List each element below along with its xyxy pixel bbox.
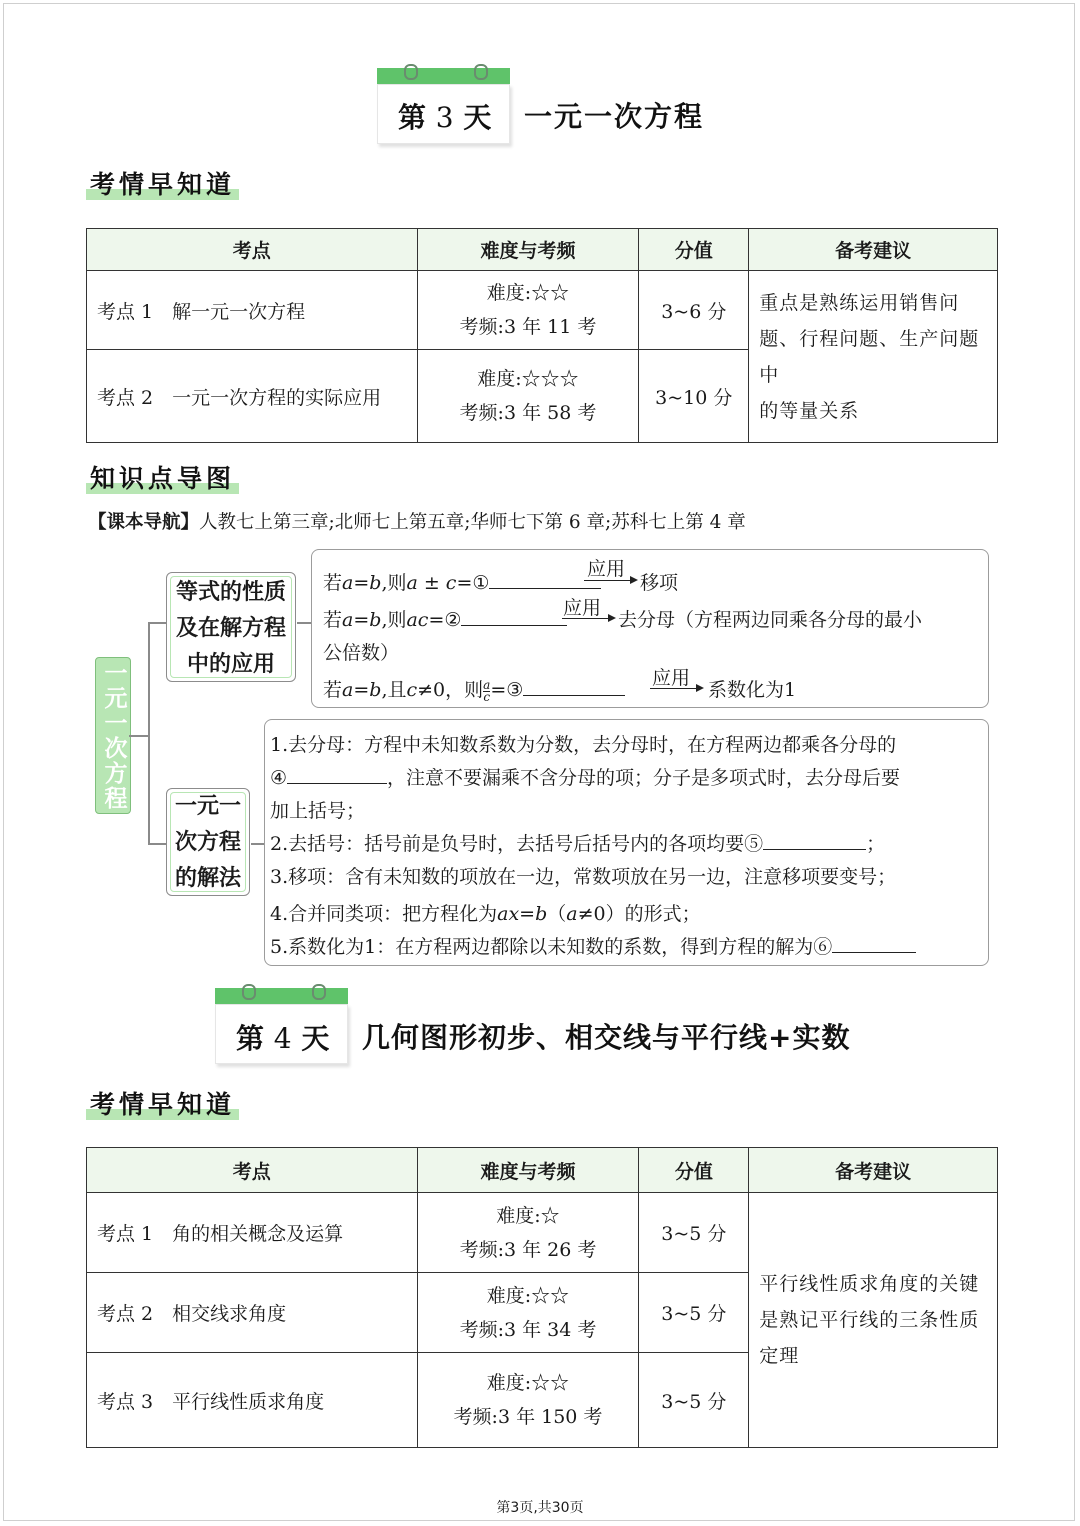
table-row	[87, 1193, 998, 1273]
blank-1[interactable]: ①	[472, 572, 601, 594]
property-1: 若a=b,则a ± c=①	[323, 568, 601, 595]
table-header: 分值	[639, 229, 749, 271]
advice-cell	[749, 271, 998, 443]
step-1-end: 加上括号；	[270, 800, 366, 822]
score: 3~5 分	[639, 1353, 749, 1448]
exam-point: 考点 2 相交线求角度	[87, 1273, 418, 1353]
score: 3~5 分	[639, 1273, 749, 1353]
advice-line: 定理	[759, 1345, 800, 1367]
advice-cell	[749, 1193, 998, 1448]
exam-point: 考点 3 平行线性质求角度	[87, 1353, 418, 1448]
connector-line	[148, 622, 166, 624]
difficulty: 难度:☆☆☆	[477, 368, 579, 390]
day4-title: 几何图形初步、相交线与平行线+实数	[362, 1021, 851, 1054]
exam-point: 考点 2 一元一次方程的实际应用	[87, 350, 418, 443]
table-header: 难度与考频	[417, 229, 639, 271]
branch-label: 的解法	[174, 866, 241, 891]
mindmap-root-label: 一元一次方程	[100, 660, 127, 811]
table-header: 备考建议	[749, 1148, 998, 1193]
branch-label: 中的应用	[186, 652, 275, 677]
score: 3~10 分	[639, 350, 749, 443]
property-2: 若a=b,则ac=②	[323, 605, 567, 632]
day3-section-map: 知识点导图	[86, 459, 239, 495]
branch-label: 等式的性质	[175, 580, 286, 605]
blank-2[interactable]: ②	[444, 609, 567, 631]
connector-line	[148, 843, 166, 845]
blank-4[interactable]: ④	[270, 767, 387, 789]
branch-label: 次方程	[174, 830, 241, 855]
difficulty-cell	[417, 1273, 639, 1353]
page-footer: 第3页,共30页	[496, 1500, 584, 1516]
day4-label: 第 4 天	[236, 1022, 330, 1055]
frequency: 考频:3 年 58 考	[459, 402, 597, 424]
frequency: 考频:3 年 11 考	[459, 316, 597, 338]
step-1: 1.去分母：方程中未知数系数为分数，去分母时，在方程两边都乘各分母的	[270, 734, 897, 756]
property-3: 若a=b,且c≠0，则 $\frac{a}{c}$ =③	[323, 675, 625, 703]
difficulty-cell	[417, 271, 639, 350]
day4-exam-table	[86, 1147, 998, 1448]
step-3: 3.移项：含有未知数的项放在一边，常数项放在另一边，注意移项要变号；	[270, 866, 897, 888]
branch-label: 及在解方程	[175, 616, 286, 641]
day4-section-exam: 考情早知道	[86, 1085, 239, 1121]
step-4: 4.合并同类项：把方程化为ax=b（a≠0）的形式；	[270, 903, 701, 925]
textbook-nav: 【课本导航】人教七上第三章;北师七上第五章;华师七下第 6 章;苏科七上第 4 章	[88, 512, 746, 533]
table-row	[87, 271, 998, 350]
arrow-label: 应用	[652, 667, 691, 689]
branch-label: 一元一	[174, 794, 241, 819]
difficulty: 难度:☆	[496, 1204, 560, 1227]
step-2: 2.去括号：括号前是负号时，去括号后括号内的各项均要⑤ ；	[270, 833, 886, 855]
fraction-a-over-c: $\frac{a}{c}$	[483, 677, 491, 704]
connector-line	[129, 735, 149, 737]
branch-equation-properties	[166, 572, 296, 682]
difficulty: 难度:☆☆	[486, 282, 570, 304]
day3-section-exam: 考情早知道	[86, 165, 239, 201]
connector-line	[297, 622, 311, 624]
difficulty: 难度:☆☆	[486, 1372, 570, 1394]
advice-line: 题、行程问题、生产问题中	[759, 327, 980, 386]
blank-6[interactable]	[832, 952, 916, 953]
table-header: 分值	[639, 1148, 749, 1193]
connector-line	[251, 843, 264, 845]
step-1-cont: ④ ，注意不要漏乘不含分母的项；分子是多项式时，去分母后要	[270, 767, 901, 789]
frequency: 考频:3 年 150 考	[453, 1406, 603, 1428]
frequency: 考频:3 年 34 考	[459, 1318, 597, 1341]
blank-5[interactable]	[763, 849, 866, 850]
advice-line: 的等量关系	[759, 399, 860, 422]
exam-point: 考点 1 解一元一次方程	[87, 271, 418, 350]
table-header: 备考建议	[749, 229, 998, 271]
day3-title: 一元一次方程	[524, 100, 705, 133]
step-5: 5.系数化为1：在方程两边都除以未知数的系数，得到方程的解为⑥	[270, 932, 916, 959]
property-3-result: 系数化为1	[708, 679, 797, 701]
table-header: 考点	[87, 229, 418, 271]
property-1-result: 移项	[640, 572, 679, 594]
difficulty: 难度:☆☆	[486, 1284, 570, 1307]
day3-label: 第 3 天	[398, 101, 492, 134]
blank-3[interactable]: ③	[506, 679, 625, 701]
difficulty-cell	[417, 350, 639, 443]
advice-line: 重点是熟练运用销售问	[759, 291, 960, 314]
property-2-result: 去分母（方程两边同乘各分母的最小	[618, 609, 923, 631]
exam-point: 考点 1 角的相关概念及运算	[87, 1193, 418, 1273]
arrow-icon	[650, 688, 702, 689]
difficulty-cell	[417, 1193, 639, 1273]
branch-solving-methods	[166, 788, 250, 896]
arrow-icon	[584, 580, 636, 581]
score: 3~6 分	[639, 271, 749, 350]
frequency: 考频:3 年 26 考	[459, 1238, 597, 1261]
table-header: 考点	[87, 1148, 418, 1193]
connector-line	[148, 622, 150, 844]
property-2-result-cont: 公倍数）	[323, 642, 400, 664]
arrow-label: 应用	[587, 558, 626, 580]
day3-exam-table	[86, 228, 998, 443]
advice-line: 平行线性质求角度的关键	[759, 1273, 980, 1295]
table-header: 难度与考频	[417, 1148, 639, 1193]
difficulty-cell	[417, 1353, 639, 1448]
mindmap-root	[95, 657, 131, 814]
arrow-label: 应用	[563, 597, 602, 619]
advice-line: 是熟记平行线的三条性质	[759, 1309, 980, 1331]
score: 3~5 分	[639, 1193, 749, 1273]
arrow-icon	[562, 618, 614, 619]
